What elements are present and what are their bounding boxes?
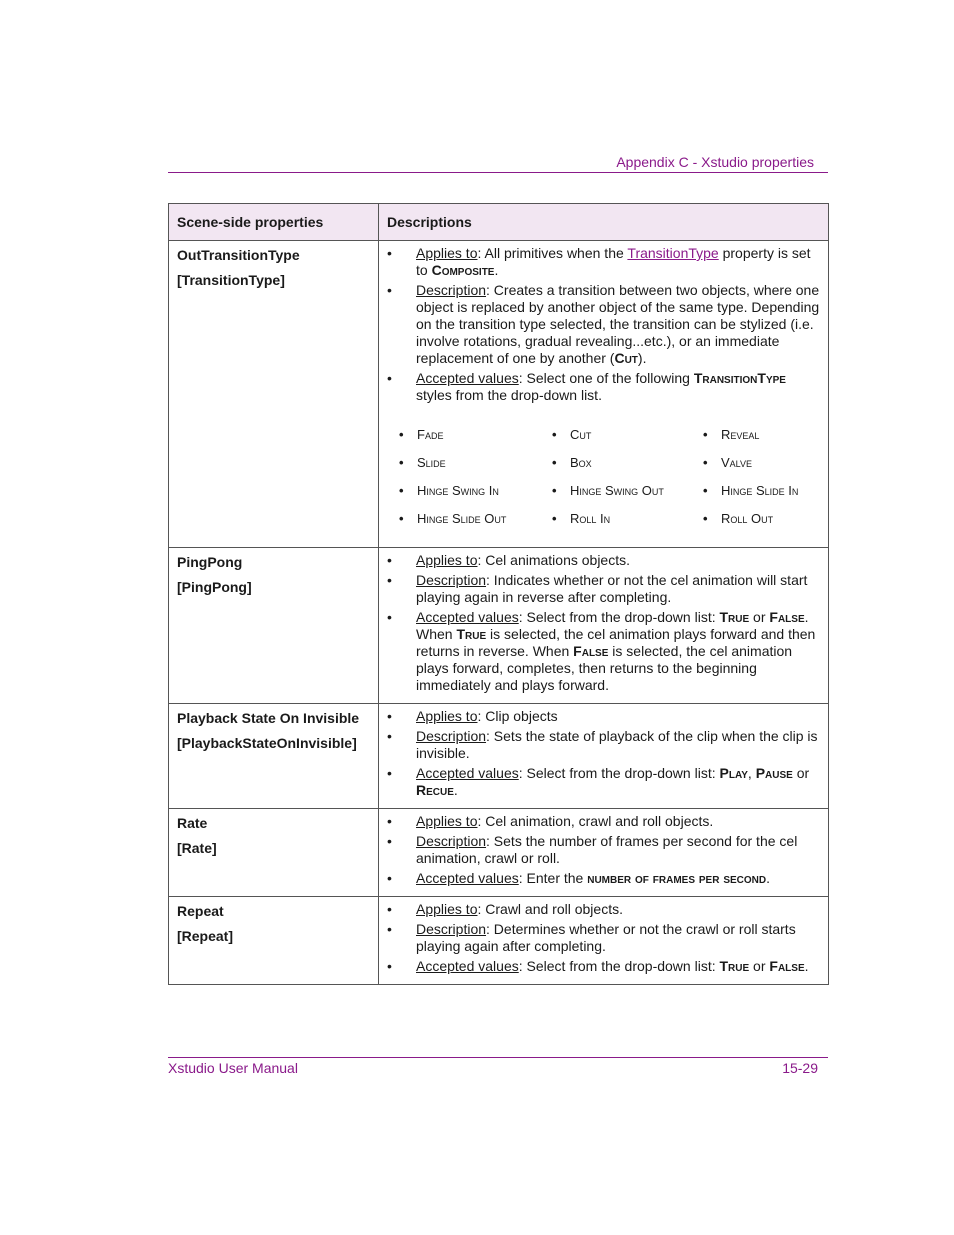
- properties-table: [168, 203, 829, 985]
- table-row: [169, 241, 829, 548]
- accepted-values-mid: is selected, the cel animation plays forward and then returns in reverse. When: [416, 626, 816, 659]
- true-value: True: [719, 958, 750, 974]
- applies-to-label: Applies to: [416, 245, 478, 261]
- property-tag: [Rate]: [177, 840, 217, 856]
- description-label: Description: [416, 282, 487, 298]
- applies-to-item: [387, 552, 820, 569]
- comma-text: ,: [747, 765, 756, 781]
- accepted-values-end: is selected, the cel animation plays forward, completes, then returns to the beginning immediately and plays forward.: [416, 643, 793, 693]
- cut-value: Cut: [614, 350, 638, 366]
- option-item: • Box: [552, 454, 703, 471]
- property-name: OutTransitionType: [177, 247, 300, 263]
- applies-to-item: [387, 813, 820, 830]
- accepted-values-item: [387, 370, 820, 404]
- accepted-values-text: : Select from the drop-down list:: [518, 958, 720, 974]
- transitiontype-value: TransitionType: [693, 370, 786, 386]
- property-description-cell: [379, 809, 829, 897]
- transitiontype-link[interactable]: TransitionType: [627, 245, 719, 261]
- or-text: or: [749, 609, 770, 625]
- property-name-cell: [169, 704, 379, 809]
- accepted-values-label: Accepted values: [416, 609, 519, 625]
- applies-to-text-post: property is set to: [416, 245, 811, 278]
- accepted-values-item: [387, 765, 820, 799]
- play-value: Play: [719, 765, 748, 781]
- frames-per-second-value: number of frames per second: [587, 870, 767, 886]
- false-value: False: [769, 609, 805, 625]
- description-text: : Sets the number of frames per second for the cel animation, crawl or roll.: [416, 833, 798, 866]
- applies-to-text: : Crawl and roll objects.: [477, 901, 623, 917]
- footer-manual-title: Xstudio User Manual: [168, 1060, 298, 1076]
- applies-to-label: Applies to: [416, 552, 478, 568]
- recue-value: Recue: [416, 782, 454, 798]
- option-item: • Hinge Swing In: [399, 482, 552, 499]
- accepted-values-item: [387, 609, 820, 694]
- description-item: [387, 282, 820, 367]
- property-description-cell: [379, 897, 829, 985]
- true-value: True: [719, 609, 750, 625]
- applies-to-item: [387, 708, 820, 725]
- accepted-values-item: [387, 870, 820, 887]
- option-item: • Cut: [552, 426, 703, 443]
- option-item: • Hinge Swing Out: [552, 482, 703, 499]
- applies-to-text: : Cel animation, crawl and roll objects.: [477, 813, 714, 829]
- description-label: Description: [416, 572, 487, 588]
- true-value: True: [456, 626, 487, 642]
- property-tag: [PlaybackStateOnInvisible]: [177, 735, 357, 751]
- applies-to-label: Applies to: [416, 708, 478, 724]
- page-header-title: Appendix C - Xstudio properties: [616, 154, 814, 170]
- option-item: • Hinge Slide In: [703, 482, 823, 499]
- table-header-row: [169, 204, 829, 241]
- option-item: • Hinge Slide Out: [399, 510, 552, 527]
- property-name: Playback State On Invisible: [177, 710, 360, 726]
- property-tag: [TransitionType]: [177, 272, 285, 288]
- transition-options-grid: [399, 426, 820, 527]
- or-text: or: [792, 765, 810, 781]
- applies-to-label: Applies to: [416, 813, 478, 829]
- when-text: . When: [416, 609, 809, 642]
- property-description-cell: [379, 241, 829, 548]
- option-item: • Roll Out: [703, 510, 823, 527]
- option-item: • Slide: [399, 454, 552, 471]
- property-name: PingPong: [177, 554, 243, 570]
- accepted-values-text: : Select one of the following: [518, 370, 694, 386]
- property-name-cell: [169, 897, 379, 985]
- property-description-cell: [379, 548, 829, 704]
- description-text: : Sets the state of playback of the clip when the clip is invisible.: [416, 728, 818, 761]
- option-item: • Roll In: [552, 510, 703, 527]
- footer-divider: [168, 1057, 828, 1058]
- property-name-cell: [169, 809, 379, 897]
- property-name-cell: [169, 241, 379, 548]
- option-item: • Reveal: [703, 426, 823, 443]
- applies-to-text: : Cel animations objects.: [477, 552, 631, 568]
- description-end: ).: [637, 350, 647, 366]
- description-item: [387, 728, 820, 762]
- property-tag: [PingPong]: [177, 579, 252, 595]
- property-name-cell: [169, 548, 379, 704]
- property-tag: [Repeat]: [177, 928, 234, 944]
- applies-to-text: : Clip objects: [477, 708, 558, 724]
- description-item: [387, 921, 820, 955]
- accepted-values-label: Accepted values: [416, 958, 519, 974]
- property-name: Repeat: [177, 903, 224, 919]
- applies-to-item: • Applies to: All primitives when the TransitionType property is set to Composite.: [387, 245, 820, 279]
- accepted-values-text: : Select from the drop-down list:: [518, 765, 720, 781]
- applies-to-item: [387, 901, 820, 918]
- or-text: or: [749, 958, 770, 974]
- table-row: [169, 704, 829, 809]
- option-item: • Fade: [399, 426, 552, 443]
- accepted-values-label: Accepted values: [416, 870, 519, 886]
- false-value: False: [573, 643, 609, 659]
- false-value: False: [769, 958, 805, 974]
- period-text: .: [804, 958, 809, 974]
- applies-to-label: Applies to: [416, 901, 478, 917]
- description-text: : Determines whether or not the crawl or roll starts playing again after completing.: [416, 921, 796, 954]
- accepted-values-label: Accepted values: [416, 370, 519, 386]
- accepted-values-item: [387, 958, 820, 975]
- period-text: .: [766, 870, 771, 886]
- table-row: [169, 897, 829, 985]
- period-text: .: [453, 782, 458, 798]
- accepted-values-text: : Enter the: [518, 870, 588, 886]
- accepted-values-text: : Select from the drop-down list:: [518, 609, 720, 625]
- table-row: [169, 809, 829, 897]
- description-text: : Creates a transition between two objects, where one object is replaced by another object of the same type. Depending on the transition type selected, the transition can be stylized (i.e. involve rotations, gradual revealing...etc.), or an immediate replacement of one by another (: [416, 282, 820, 366]
- column-header-properties: Scene-side properties: [169, 204, 379, 241]
- applies-to-text: : All primitives when the: [477, 245, 628, 261]
- accepted-values-post: styles from the drop-down list.: [416, 387, 602, 403]
- composite-value: Composite: [431, 262, 495, 278]
- description-label: Description: [416, 921, 487, 937]
- header-divider: [168, 172, 828, 173]
- description-label: Description: [416, 728, 487, 744]
- accepted-values-label: Accepted values: [416, 765, 519, 781]
- footer-page-number: 15-29: [782, 1060, 818, 1076]
- description-label: Description: [416, 833, 487, 849]
- option-item: • Valve: [703, 454, 823, 471]
- description-text: : Indicates whether or not the cel animation will start playing again in reverse after completing.: [416, 572, 808, 605]
- property-description-cell: [379, 704, 829, 809]
- pause-value: Pause: [755, 765, 793, 781]
- description-item: [387, 572, 820, 606]
- description-item: [387, 833, 820, 867]
- property-name: Rate: [177, 815, 208, 831]
- table-row: [169, 548, 829, 704]
- column-header-descriptions: Descriptions: [379, 204, 829, 241]
